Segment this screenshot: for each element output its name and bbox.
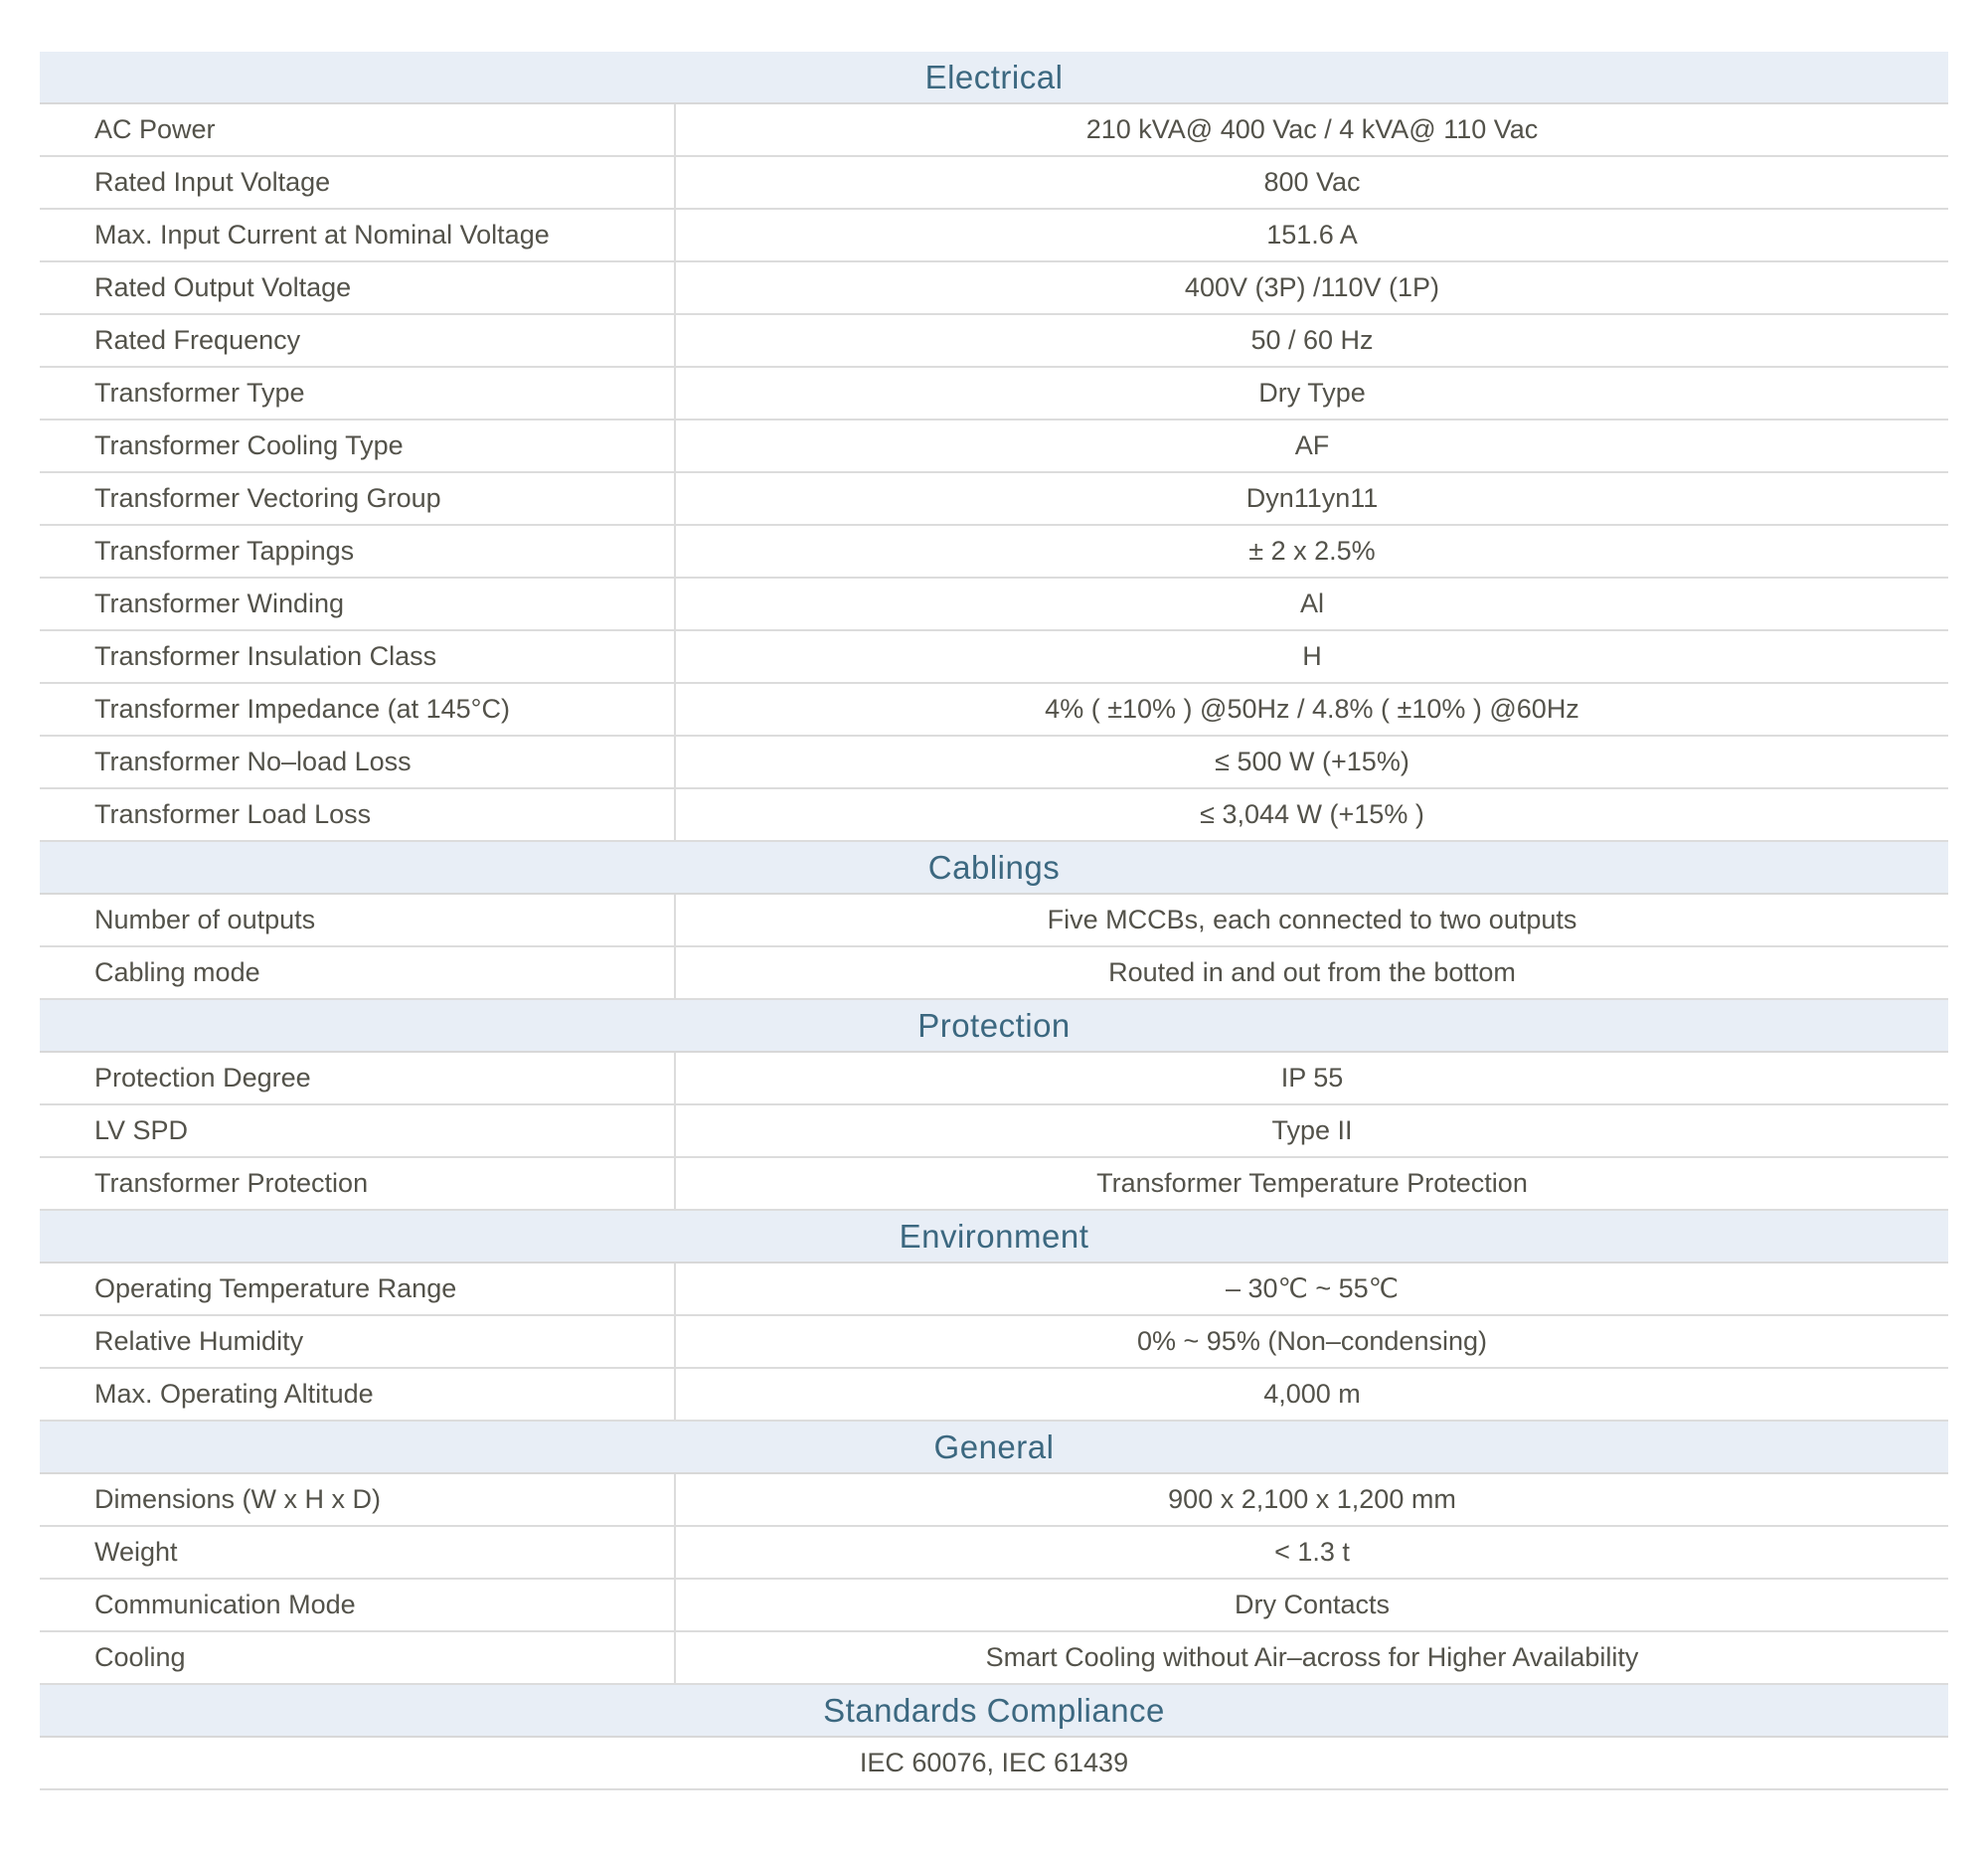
spec-value: < 1.3 t [1274, 1537, 1350, 1567]
spec-label: Transformer Insulation Class [40, 631, 676, 682]
table-row [40, 1632, 1948, 1685]
spec-label: Max. Input Current at Nominal Voltage [40, 210, 676, 260]
spec-label: Transformer No–load Loss [40, 737, 676, 787]
section-title: Environment [899, 1217, 1089, 1255]
section-header [40, 1685, 1948, 1738]
table-row [40, 947, 1948, 1000]
table-row [40, 315, 1948, 368]
table-row [40, 1316, 1948, 1369]
spec-label: Transformer Impedance (at 145°C) [40, 684, 676, 735]
table-row [40, 1158, 1948, 1211]
spec-label: Transformer Load Loss [40, 789, 676, 840]
section-title: Protection [917, 1006, 1071, 1044]
table-row [40, 1263, 1948, 1316]
section-header [40, 1000, 1948, 1053]
spec-label: Cooling [40, 1632, 676, 1683]
section-title: General [933, 1428, 1055, 1465]
spec-value: Routed in and out from the bottom [1108, 957, 1516, 987]
table-row [40, 737, 1948, 789]
spec-value: ± 2 x 2.5% [1248, 536, 1376, 566]
table-row [40, 210, 1948, 262]
spec-label: Max. Operating Altitude [40, 1369, 676, 1420]
spec-label: Relative Humidity [40, 1316, 676, 1367]
table-row [40, 421, 1948, 473]
table-row [40, 262, 1948, 315]
spec-value: IEC 60076, IEC 61439 [859, 1748, 1129, 1777]
spec-label: Communication Mode [40, 1580, 676, 1630]
table-row [40, 684, 1948, 737]
spec-value: 4,000 m [1263, 1379, 1361, 1409]
spec-table [40, 52, 1948, 1790]
spec-label: Operating Temperature Range [40, 1263, 676, 1314]
spec-value: Al [1299, 589, 1324, 618]
table-row [40, 526, 1948, 579]
spec-value: ≤ 3,044 W (+15% ) [1200, 799, 1424, 829]
spec-label: Rated Output Voltage [40, 262, 676, 313]
spec-label: AC Power [40, 104, 676, 155]
table-row [40, 631, 1948, 684]
spec-value: 0% ~ 95% (Non–condensing) [1137, 1326, 1487, 1356]
table-row [40, 579, 1948, 631]
table-row [40, 1580, 1948, 1632]
spec-value: 4% ( ±10% ) @50Hz / 4.8% ( ±10% ) @60Hz [1045, 694, 1579, 724]
table-row [40, 473, 1948, 526]
spec-value: 151.6 A [1266, 220, 1358, 250]
section-header [40, 1422, 1948, 1474]
spec-label: Weight [40, 1527, 676, 1578]
spec-label: Transformer Cooling Type [40, 421, 676, 471]
table-row [40, 157, 1948, 210]
spec-value: Transformer Temperature Protection [1096, 1168, 1528, 1198]
section-header [40, 1211, 1948, 1263]
section-title: Cablings [927, 848, 1061, 886]
section-title: Electrical [924, 58, 1064, 95]
spec-value: ≤ 500 W (+15%) [1215, 747, 1409, 776]
section-title: Standards Compliance [823, 1691, 1165, 1729]
table-row [40, 1474, 1948, 1527]
section-header [40, 52, 1948, 104]
spec-value: Five MCCBs, each connected to two outputs [1047, 905, 1577, 934]
table-row [40, 368, 1948, 421]
spec-value: IP 55 [1280, 1063, 1344, 1093]
spec-value: AF [1294, 430, 1330, 460]
spec-label: Transformer Winding [40, 579, 676, 629]
spec-value: 400V (3P) /110V (1P) [1184, 272, 1440, 302]
table-row-full [40, 1738, 1948, 1790]
spec-value: Dry Contacts [1234, 1590, 1391, 1619]
spec-label: Dimensions (W x H x D) [40, 1474, 676, 1525]
table-row [40, 1105, 1948, 1158]
spec-label: Protection Degree [40, 1053, 676, 1103]
table-row [40, 1527, 1948, 1580]
table-row [40, 789, 1948, 842]
spec-label: LV SPD [40, 1105, 676, 1156]
spec-value: – 30℃ ~ 55℃ [1226, 1273, 1399, 1303]
spec-label: Transformer Vectoring Group [40, 473, 676, 524]
spec-label: Transformer Type [40, 368, 676, 419]
table-row [40, 1369, 1948, 1422]
table-row [40, 104, 1948, 157]
spec-value: Smart Cooling without Air–across for Higher Availability [985, 1642, 1639, 1672]
section-header [40, 842, 1948, 895]
spec-label: Rated Input Voltage [40, 157, 676, 208]
spec-label: Transformer Tappings [40, 526, 676, 577]
spec-label: Transformer Protection [40, 1158, 676, 1209]
spec-label: Cabling mode [40, 947, 676, 998]
table-row [40, 895, 1948, 947]
spec-value: 800 Vac [1263, 167, 1361, 197]
spec-value: 210 kVA@ 400 Vac / 4 kVA@ 110 Vac [1085, 114, 1539, 144]
spec-value: 50 / 60 Hz [1250, 325, 1374, 355]
spec-label: Number of outputs [40, 895, 676, 945]
spec-value: Dyn11yn11 [1245, 483, 1379, 513]
table-row [40, 1053, 1948, 1105]
spec-value: Dry Type [1258, 378, 1366, 408]
spec-label: Rated Frequency [40, 315, 676, 366]
spec-value: Type II [1271, 1115, 1353, 1145]
spec-value: 900 x 2,100 x 1,200 mm [1168, 1484, 1456, 1514]
spec-value: H [1302, 641, 1322, 671]
